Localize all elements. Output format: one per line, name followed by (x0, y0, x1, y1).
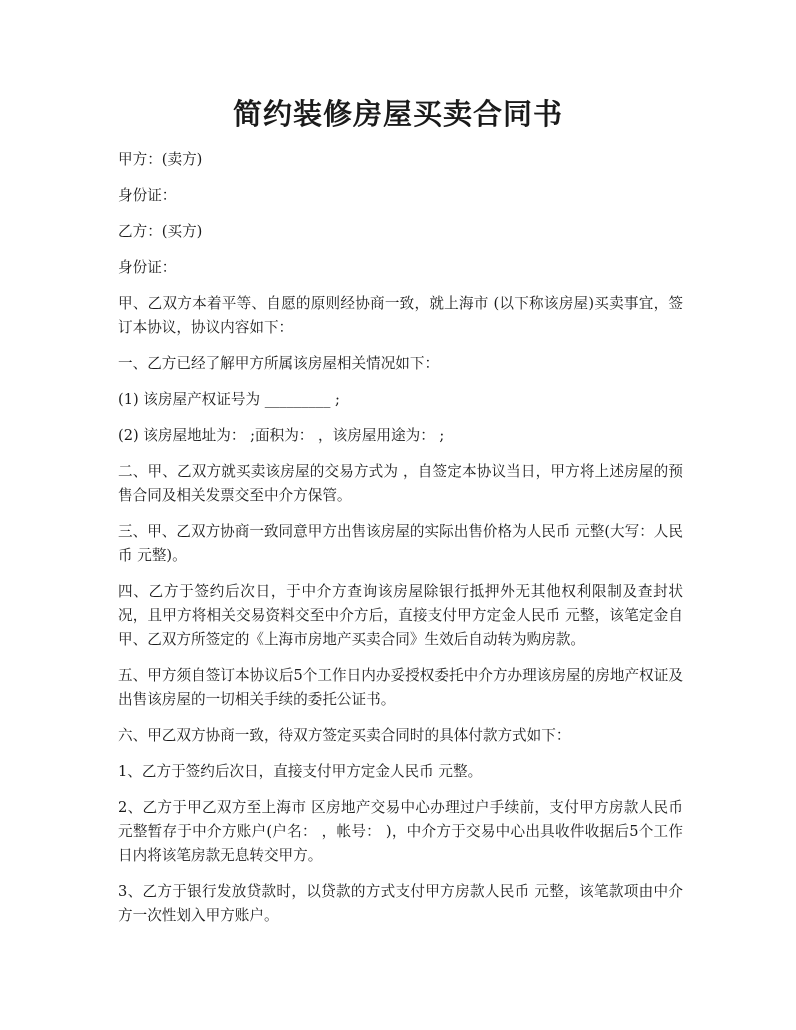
document-title: 简约装修房屋买卖合同书 (232, 97, 563, 131)
clause-1-item-2: (2) 该房屋地址为： ;面积为： ，该房屋用途为： ; (118, 427, 445, 444)
clause-3: 三、甲、乙双方协商一致同意甲方出售该房屋的实际出售价格为人民币 元整(大写：人民币 元整)。 (118, 523, 683, 564)
clause-6-heading: 六、甲乙双方协商一致，待双方签定买卖合同时的具体付款方式如下： (118, 727, 571, 744)
party-b-id: 身份证： (118, 259, 177, 276)
party-b-buyer: 乙方：(买方) (118, 223, 203, 240)
clause-5: 五、甲方须自签订本协议后5个工作日内办妥授权委托中介方办理该房屋的房地产权证及出售该房屋的一切相关手续的委托公证书。 (118, 667, 683, 708)
clause-1-heading: 一、乙方已经了解甲方所属该房屋相关情况如下： (118, 355, 440, 372)
party-a-id: 身份证： (118, 187, 177, 204)
clause-6-item-3: 3、乙方于银行发放贷款时，以贷款的方式支付甲方房款人民币 元整，该笔款项由中介方一次性划入甲方账户。 (118, 883, 683, 924)
preamble-paragraph: 甲、乙双方本着平等、自愿的原则经协商一致，就上海市 (以下称该房屋)买卖事宜，签订本协议，协议内容如下： (118, 295, 683, 336)
party-a-seller: 甲方：(卖方) (118, 151, 203, 168)
clause-4: 四、乙方于签约后次日，于中介方查询该房屋除银行抵押外无其他权利限制及查封状况，且甲方将相关交易资料交至中介方后，直接支付甲方定金人民币 元整，该笔定金自甲、乙双方所签定的《上海市房地产买卖合同》生效后自动转为购房款。 (118, 583, 683, 648)
clause-6-item-2: 2、乙方于甲乙双方至上海市 区房地产交易中心办理过户手续前，支付甲方房款人民币 元整暂存于中介方账户(户名： ，帐号： )，中介方于交易中心出具收件收据后5个工作日内将该笔房款无息转交甲方。 (118, 799, 683, 864)
document-body (118, 148, 683, 940)
clause-6-item-1: 1、乙方于签约后次日，直接支付甲方定金人民币 元整。 (118, 763, 483, 780)
clause-1-item-1: (1) 该房屋产权证号为 _________ ; (118, 391, 340, 408)
clause-2: 二、甲、乙双方就买卖该房屋的交易方式为 ，自签定本协议当日，甲方将上述房屋的预售合同及相关发票交至中介方保管。 (118, 463, 683, 504)
